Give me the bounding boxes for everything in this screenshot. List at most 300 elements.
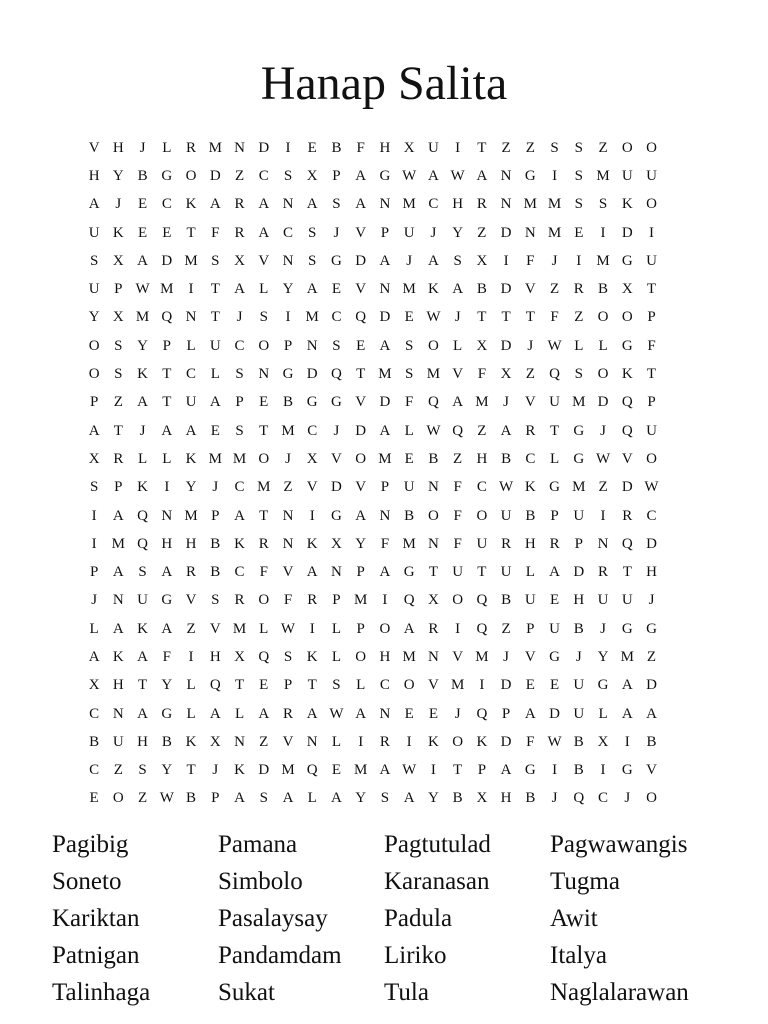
- grid-letter: E: [259, 677, 269, 694]
- grid-letter: U: [185, 394, 197, 411]
- grid-letter: N: [500, 167, 512, 184]
- grid-letter: V: [258, 252, 270, 269]
- grid-letter: G: [549, 648, 560, 665]
- grid-letter: A: [137, 252, 148, 269]
- grid-letter: S: [259, 309, 268, 326]
- grid-letter: C: [307, 422, 318, 439]
- grid-letter: H: [137, 733, 148, 750]
- grid-letter: G: [161, 705, 173, 722]
- grid-letter: P: [332, 167, 341, 184]
- grid-letter: S: [574, 167, 583, 184]
- grid-letter: S: [332, 196, 341, 213]
- grid-letter: Y: [427, 790, 439, 807]
- grid-letter: A: [234, 507, 245, 524]
- grid-letter: A: [476, 167, 488, 184]
- grid-letter: M: [572, 394, 586, 411]
- grid-letter: W: [426, 422, 441, 439]
- grid-letter: I: [382, 592, 388, 609]
- grid-letter: K: [427, 281, 439, 298]
- grid-letter: M: [111, 535, 126, 552]
- grid-letter: N: [379, 281, 391, 298]
- grid-letter: X: [500, 366, 512, 383]
- grid-letter: M: [232, 620, 247, 637]
- grid-letter: L: [331, 648, 342, 665]
- grid-letter: A: [161, 620, 173, 637]
- grid-letter: L: [89, 620, 99, 637]
- grid-letter: O: [621, 139, 633, 156]
- grid-letter: H: [452, 196, 464, 213]
- grid-letter: M: [160, 281, 174, 298]
- grid-letter: G: [379, 167, 391, 184]
- grid-letter: D: [573, 564, 585, 581]
- grid-letter: M: [402, 535, 416, 552]
- grid-letter: P: [356, 620, 365, 637]
- grid-letter: F: [259, 564, 268, 581]
- grid-row: [82, 219, 688, 247]
- grid-letter: V: [452, 648, 464, 665]
- grid-letter: B: [573, 620, 584, 637]
- grid-letter: H: [646, 564, 657, 581]
- grid-letter: Y: [355, 790, 367, 807]
- grid-letter: N: [597, 535, 609, 552]
- grid-letter: P: [211, 790, 220, 807]
- grid-letter: M: [572, 479, 586, 496]
- grid-letter: T: [113, 422, 123, 439]
- grid-letter: O: [258, 337, 270, 354]
- grid-letter: P: [574, 535, 583, 552]
- grid-letter: S: [235, 366, 244, 383]
- grid-row: [82, 558, 688, 586]
- grid-letter: A: [355, 196, 367, 213]
- grid-letter: W: [402, 762, 417, 779]
- grid-letter: O: [88, 366, 100, 383]
- grid-letter: O: [646, 139, 657, 156]
- word-list-item: Tugma: [550, 868, 620, 895]
- grid-letter: N: [379, 507, 391, 524]
- grid-letter: U: [573, 677, 585, 694]
- grid-letter: I: [455, 620, 461, 637]
- grid-letter: M: [184, 507, 198, 524]
- grid-letter: S: [598, 196, 608, 213]
- grid-letter: V: [452, 366, 464, 383]
- grid-letter: Q: [621, 422, 633, 439]
- grid-letter: M: [402, 648, 416, 665]
- grid-letter: C: [161, 196, 172, 213]
- grid-letter: S: [259, 790, 268, 807]
- grid-letter: J: [91, 592, 98, 609]
- grid-letter: B: [501, 450, 512, 467]
- grid-letter: G: [524, 762, 536, 779]
- grid-letter: A: [306, 196, 318, 213]
- word-list-item: Pagtutulad: [384, 831, 491, 858]
- grid-letter: X: [112, 252, 124, 269]
- grid-letter: N: [282, 196, 294, 213]
- grid-letter: E: [549, 677, 560, 694]
- grid-letter: C: [89, 762, 100, 779]
- grid-letter: W: [547, 733, 562, 750]
- grid-letter: T: [622, 564, 632, 581]
- grid-letter: S: [89, 479, 99, 496]
- grid-letter: B: [428, 450, 439, 467]
- grid-letter: G: [549, 479, 560, 496]
- grid-letter: W: [159, 790, 174, 807]
- grid-letter: Z: [501, 139, 511, 156]
- grid-letter: V: [355, 394, 367, 411]
- grid-letter: O: [427, 337, 439, 354]
- grid-letter: M: [547, 224, 562, 241]
- grid-letter: A: [185, 422, 197, 439]
- grid-letter: A: [137, 648, 148, 665]
- grid-letter: K: [112, 224, 124, 241]
- grid-letter: K: [234, 535, 245, 552]
- grid-letter: S: [308, 252, 317, 269]
- grid-letter: M: [208, 450, 222, 467]
- grid-letter: J: [503, 394, 510, 411]
- grid-letter: N: [306, 337, 318, 354]
- word-list-item: Pagwawangis: [550, 831, 688, 858]
- grid-letter: G: [621, 252, 633, 269]
- grid-letter: T: [162, 394, 172, 411]
- grid-letter: Q: [549, 366, 560, 383]
- grid-letter: D: [331, 479, 342, 496]
- grid-letter: J: [139, 139, 146, 156]
- grid-letter: K: [185, 733, 197, 750]
- grid-row: [82, 360, 688, 388]
- grid-letter: M: [426, 366, 441, 383]
- grid-letter: V: [355, 281, 367, 298]
- grid-letter: U: [646, 167, 657, 184]
- grid-row: [82, 332, 688, 360]
- grid-letter: P: [283, 677, 293, 694]
- grid-letter: N: [282, 535, 294, 552]
- grid-row: [82, 162, 688, 190]
- grid-letter: D: [549, 705, 560, 722]
- grid-letter: A: [621, 677, 633, 694]
- grid-letter: X: [476, 337, 488, 354]
- grid-letter: Y: [161, 762, 173, 779]
- grid-letter: R: [525, 422, 536, 439]
- grid-letter: M: [281, 762, 295, 779]
- grid-row: [82, 417, 688, 445]
- grid-letter: O: [597, 309, 609, 326]
- grid-letter: N: [427, 479, 439, 496]
- grid-letter: N: [112, 705, 124, 722]
- grid-letter: I: [164, 479, 170, 496]
- grid-letter: V: [355, 479, 367, 496]
- grid-letter: J: [212, 479, 219, 496]
- grid-letter: Z: [549, 281, 560, 298]
- grid-letter: T: [138, 677, 148, 694]
- grid-letter: O: [427, 507, 439, 524]
- word-list-item: Tula: [384, 979, 429, 1006]
- grid-letter: A: [500, 422, 512, 439]
- grid-letter: P: [283, 337, 293, 354]
- grid-letter: U: [549, 620, 560, 637]
- grid-letter: H: [88, 167, 100, 184]
- grid-row: [82, 502, 688, 530]
- grid-letter: D: [258, 762, 270, 779]
- grid-letter: Y: [355, 535, 367, 552]
- grid-letter: E: [162, 224, 172, 241]
- grid-letter: L: [138, 450, 148, 467]
- grid-letter: B: [331, 139, 342, 156]
- grid-letter: M: [184, 252, 198, 269]
- grid-letter: D: [500, 281, 512, 298]
- grid-letter: K: [137, 366, 148, 383]
- grid-letter: E: [138, 224, 148, 241]
- grid-letter: X: [306, 167, 318, 184]
- word-list-item: Patnigan: [52, 942, 140, 969]
- grid-letter: S: [235, 422, 244, 439]
- grid-letter: Z: [501, 620, 511, 637]
- grid-letter: S: [308, 224, 317, 241]
- grid-letter: R: [598, 564, 609, 581]
- grid-letter: U: [427, 139, 439, 156]
- grid-row: [82, 700, 688, 728]
- grid-letter: X: [112, 309, 124, 326]
- grid-letter: G: [621, 337, 633, 354]
- grid-letter: O: [646, 450, 657, 467]
- grid-letter: H: [185, 535, 197, 552]
- grid-letter: U: [403, 224, 415, 241]
- grid-letter: W: [280, 620, 296, 637]
- grid-letter: N: [500, 196, 512, 213]
- grid-letter: G: [306, 394, 318, 411]
- grid-letter: P: [647, 394, 656, 411]
- grid-letter: E: [428, 705, 438, 722]
- grid-letter: W: [426, 309, 441, 326]
- grid-letter: C: [525, 450, 536, 467]
- grid-letter: D: [258, 139, 270, 156]
- grid-letter: T: [307, 677, 317, 694]
- grid-letter: J: [503, 648, 510, 665]
- grid-letter: Y: [185, 479, 197, 496]
- grid-letter: T: [477, 564, 487, 581]
- grid-letter: W: [595, 450, 611, 467]
- grid-letter: I: [576, 252, 582, 269]
- grid-letter: S: [283, 167, 293, 184]
- grid-letter: A: [137, 705, 148, 722]
- grid-letter: Z: [477, 422, 487, 439]
- grid-letter: V: [646, 762, 657, 779]
- grid-letter: J: [333, 224, 340, 241]
- grid-letter: D: [500, 677, 512, 694]
- grid-letter: E: [138, 196, 148, 213]
- grid-letter: C: [186, 366, 197, 383]
- grid-letter: E: [574, 224, 584, 241]
- grid-letter: A: [258, 224, 270, 241]
- grid-letter: E: [549, 592, 560, 609]
- grid-letter: A: [549, 564, 560, 581]
- grid-letter: F: [477, 366, 487, 383]
- grid-letter: Z: [598, 139, 608, 156]
- grid-letter: T: [525, 309, 535, 326]
- grid-letter: J: [139, 422, 146, 439]
- grid-letter: A: [646, 705, 657, 722]
- grid-letter: L: [162, 139, 172, 156]
- grid-letter: S: [211, 592, 220, 609]
- grid-letter: O: [621, 309, 633, 326]
- grid-letter: I: [503, 252, 509, 269]
- grid-letter: J: [551, 252, 558, 269]
- word-list-item: Italya: [550, 942, 607, 969]
- grid-letter: Q: [137, 507, 148, 524]
- grid-letter: B: [525, 790, 536, 807]
- grid-letter: J: [115, 196, 122, 213]
- grid-letter: M: [596, 167, 610, 184]
- grid-letter: G: [161, 167, 173, 184]
- grid-letter: G: [573, 422, 585, 439]
- grid-letter: A: [379, 252, 391, 269]
- grid-letter: N: [258, 366, 270, 383]
- grid-letter: K: [621, 366, 633, 383]
- grid-letter: R: [282, 705, 293, 722]
- grid-letter: N: [282, 507, 294, 524]
- grid-letter: T: [234, 677, 245, 694]
- grid-letter: W: [329, 705, 344, 722]
- grid-letter: S: [404, 366, 414, 383]
- grid-letter: A: [306, 705, 318, 722]
- grid-letter: Z: [113, 762, 123, 779]
- grid-letter: L: [259, 620, 269, 637]
- grid-letter: R: [186, 564, 197, 581]
- grid-row: [82, 445, 688, 473]
- grid-letter: S: [138, 762, 147, 779]
- grid-letter: F: [526, 733, 535, 750]
- grid-letter: F: [647, 337, 656, 354]
- grid-letter: J: [454, 705, 461, 722]
- grid-letter: F: [283, 592, 293, 609]
- grid-letter: X: [234, 648, 245, 665]
- grid-letter: J: [600, 620, 606, 637]
- word-list-item: Pagibig: [52, 831, 129, 858]
- grid-letter: Q: [137, 535, 148, 552]
- grid-letter: B: [501, 592, 512, 609]
- grid-letter: F: [453, 479, 462, 496]
- grid-letter: U: [88, 281, 100, 298]
- grid-letter: B: [186, 790, 197, 807]
- grid-letter: E: [404, 309, 414, 326]
- grid-letter: W: [547, 337, 562, 354]
- grid-letter: A: [88, 422, 100, 439]
- grid-letter: L: [331, 620, 342, 637]
- grid-letter: O: [355, 450, 367, 467]
- grid-letter: P: [501, 705, 511, 722]
- grid-letter: J: [600, 422, 606, 439]
- grid-row: [82, 785, 688, 813]
- grid-letter: L: [574, 337, 584, 354]
- grid-letter: T: [501, 309, 511, 326]
- grid-letter: R: [428, 620, 439, 637]
- grid-letter: P: [89, 564, 99, 581]
- grid-letter: N: [234, 733, 245, 750]
- grid-letter: A: [137, 394, 148, 411]
- grid-letter: K: [306, 535, 318, 552]
- grid-letter: T: [356, 366, 366, 383]
- word-list-item: Soneto: [52, 868, 122, 895]
- grid-letter: R: [258, 535, 269, 552]
- grid-letter: L: [356, 677, 366, 694]
- grid-letter: H: [573, 592, 585, 609]
- grid-letter: U: [549, 394, 560, 411]
- grid-row: [82, 757, 688, 785]
- grid-letter: U: [621, 167, 633, 184]
- grid-letter: X: [621, 281, 633, 298]
- grid-letter: B: [476, 281, 487, 298]
- grid-letter: C: [428, 196, 439, 213]
- grid-letter: A: [161, 564, 173, 581]
- grid-letter: A: [452, 281, 464, 298]
- grid-letter: U: [573, 507, 585, 524]
- grid-letter: P: [162, 337, 171, 354]
- grid-letter: Y: [112, 167, 124, 184]
- grid-letter: D: [209, 167, 221, 184]
- grid-letter: V: [282, 564, 294, 581]
- word-list: [52, 826, 732, 1011]
- grid-letter: V: [282, 733, 294, 750]
- grid-letter: M: [378, 366, 392, 383]
- grid-letter: N: [185, 309, 197, 326]
- grid-letter: Z: [234, 167, 245, 184]
- grid-letter: K: [112, 648, 124, 665]
- grid-letter: V: [355, 224, 367, 241]
- grid-letter: Y: [137, 337, 148, 354]
- grid-letter: Q: [331, 366, 342, 383]
- grid-letter: H: [161, 535, 173, 552]
- grid-letter: B: [573, 762, 584, 779]
- grid-letter: B: [646, 733, 657, 750]
- grid-letter: R: [234, 196, 245, 213]
- grid-letter: Y: [452, 224, 464, 241]
- grid-letter: Q: [476, 620, 488, 637]
- grid-letter: H: [112, 139, 124, 156]
- grid-letter: I: [600, 507, 606, 524]
- grid-letter: M: [596, 252, 610, 269]
- grid-letter: M: [475, 648, 489, 665]
- grid-letter: R: [186, 139, 197, 156]
- grid-letter: U: [597, 592, 609, 609]
- grid-letter: D: [621, 224, 633, 241]
- grid-letter: C: [598, 790, 609, 807]
- grid-letter: X: [88, 677, 100, 694]
- grid-letter: C: [379, 677, 390, 694]
- grid-letter: A: [258, 705, 270, 722]
- grid-letter: A: [427, 252, 439, 269]
- grid-letter: L: [549, 450, 560, 467]
- grid-letter: A: [306, 564, 318, 581]
- grid-letter: M: [281, 422, 295, 439]
- grid-letter: A: [403, 620, 415, 637]
- grid-letter: A: [88, 648, 100, 665]
- grid-letter: S: [114, 337, 123, 354]
- grid-letter: S: [138, 564, 147, 581]
- word-list-item: Simbolo: [218, 868, 303, 895]
- grid-letter: B: [525, 507, 536, 524]
- grid-letter: M: [523, 196, 537, 213]
- grid-letter: I: [406, 733, 412, 750]
- grid-letter: F: [404, 394, 414, 411]
- grid-letter: J: [575, 648, 582, 665]
- grid-letter: L: [210, 366, 220, 383]
- grid-letter: M: [378, 450, 392, 467]
- grid-letter: O: [258, 592, 270, 609]
- grid-letter: S: [114, 366, 123, 383]
- grid-letter: O: [88, 337, 100, 354]
- grid-letter: L: [525, 564, 535, 581]
- grid-letter: H: [379, 139, 391, 156]
- grid-letter: E: [525, 677, 535, 694]
- grid-letter: L: [186, 705, 196, 722]
